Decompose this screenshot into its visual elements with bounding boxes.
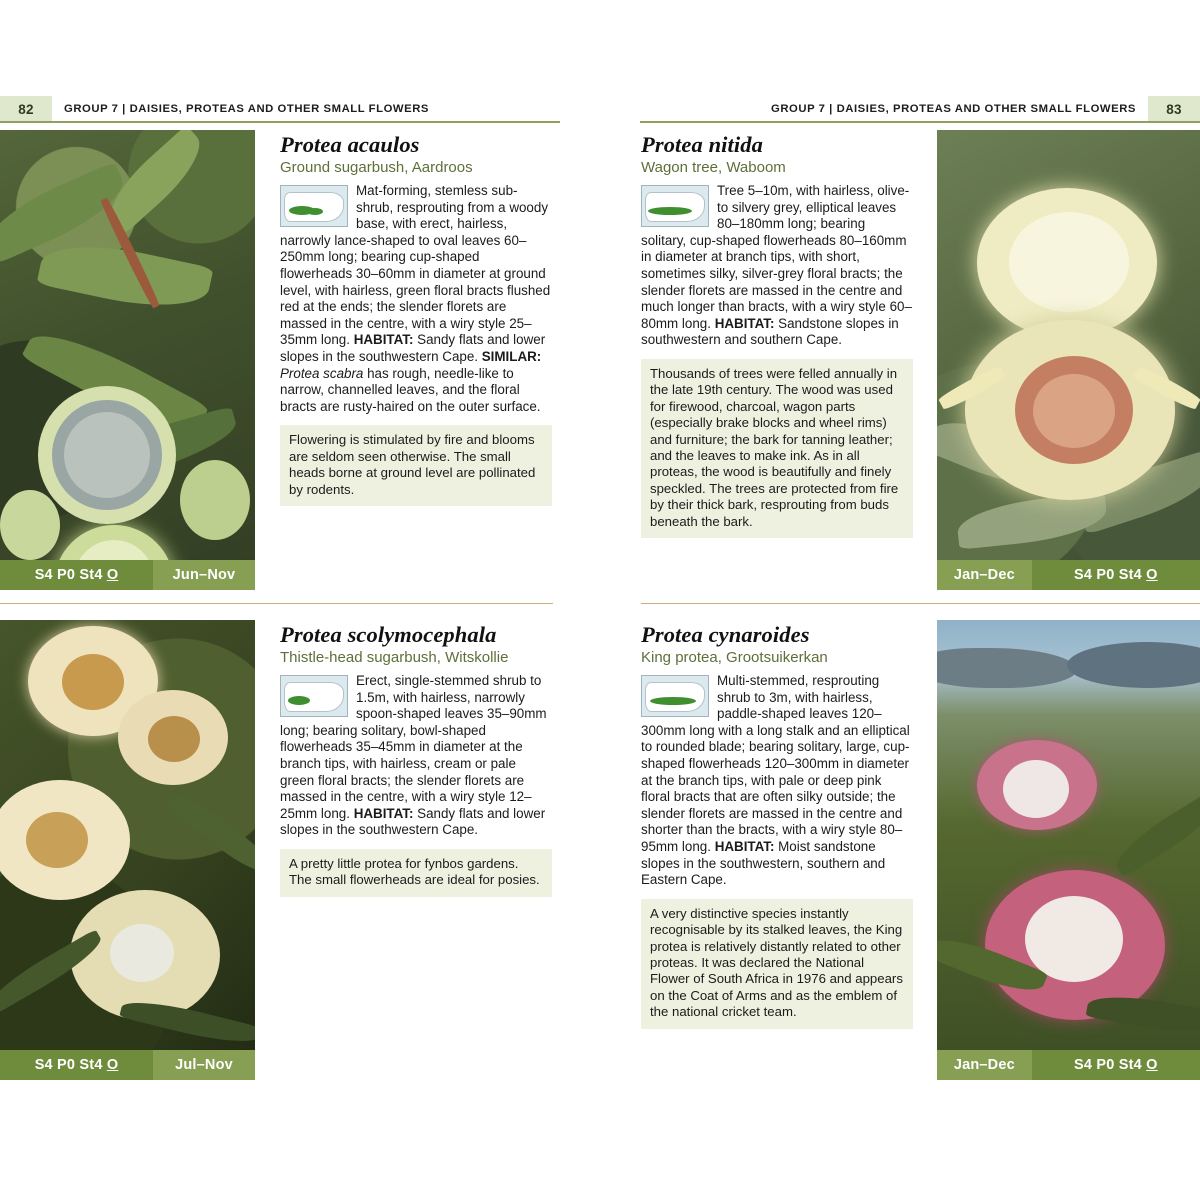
flowering-months-text: Jul–Nov — [175, 1057, 233, 1073]
entry-protea-cynaroides — [641, 622, 913, 1029]
description-text-protea-scolymocephala: Erect, single-stemmed shrub to 1.5m, with hairless, narrowly spoon-shaped leaves 35–90mm long; bearing solitary, bowl-shaped flowerheads 35–45mm in diameter at the branch tips, with hairless, cream or pale green floral bracts; the slender florets are massed in the centre, with a wiry style 12–25mm long. HABITAT: Sandy flats and lower slopes in the southwestern Cape. — [280, 673, 547, 838]
description-protea-nitida — [641, 183, 913, 349]
running-head-right-text: GROUP 7 | DAISIES, PROTEAS AND OTHER SMALL FLOWERS — [771, 103, 1136, 115]
description-protea-cynaroides — [641, 673, 913, 889]
note-box-protea-nitida: Thousands of trees were felled annually in the late 19th century. The wood was used for firewood, charcoal, wagon parts (especially brake blocks and wheel rims) and furniture; the bark for tanning leather; and the leaves to make ink. As in all proteas, the wood is beautifully and finely speckled. The trees are protected from fire by their thick bark, resprouting from buds beneath the bark. — [641, 359, 913, 538]
scientific-name-protea-nitida: Protea nitida — [641, 132, 763, 157]
folio-right: 83 — [1148, 96, 1200, 122]
flowering-months-protea-cynaroides — [937, 1050, 1032, 1080]
flowering-months-protea-nitida — [937, 560, 1032, 590]
footer-bar-protea-cynaroides — [937, 1050, 1200, 1080]
header-rule-right — [640, 121, 1200, 123]
running-head-left — [0, 96, 560, 122]
status-code-protea-scolymocephala — [0, 1050, 153, 1080]
row-divider-left — [0, 603, 553, 604]
description-protea-scolymocephala — [280, 673, 552, 839]
photo-protea-scolymocephala — [0, 620, 255, 1050]
status-code-text: S4 P0 St4 O — [1074, 567, 1158, 583]
note-box-protea-acaulos: Flowering is stimulated by fire and blooms are seldom seen otherwise. The small heads borne at ground level are pollinated by rodents. — [280, 425, 552, 506]
status-code-text: S4 P0 St4 O — [34, 567, 119, 583]
common-name-protea-acaulos: Ground sugarbush, Aardroos — [280, 159, 473, 176]
status-code-protea-cynaroides — [1032, 1050, 1200, 1080]
distribution-map-icon — [641, 675, 709, 717]
common-name-protea-cynaroides: King protea, Grootsuikerkan — [641, 649, 828, 666]
common-name-protea-scolymocephala: Thistle-head sugarbush, Witskollie — [280, 649, 509, 666]
row-divider-right — [641, 603, 1200, 604]
status-code-protea-nitida — [1032, 560, 1200, 590]
photo-protea-nitida — [937, 130, 1200, 560]
distribution-map-icon — [280, 185, 348, 227]
description-protea-acaulos — [280, 183, 552, 415]
scientific-name-protea-cynaroides: Protea cynaroides — [641, 622, 810, 647]
running-head-left-text: GROUP 7 | DAISIES, PROTEAS AND OTHER SMALL FLOWERS — [64, 103, 429, 115]
note-box-protea-scolymocephala: A pretty little protea for fynbos gardens. The small flowerheads are ideal for posies. — [280, 849, 552, 897]
footer-bar-protea-nitida — [937, 560, 1200, 590]
entry-protea-scolymocephala — [280, 622, 552, 897]
description-text-protea-acaulos: Mat-forming, stemless sub-shrub, resprouting from a woody base, with erect, hairless, narrowly lance-shaped to oval leaves 60–250mm long; bearing cup-shaped flowerheads 30–60mm in diameter at ground level, with hairless, green floral bracts flushed red at the ends; the slender florets are massed in the centre, with a wiry style 25–35mm long. HABITAT: Sandy flats and lower slopes in the southwestern Cape. SIMILAR: Protea scabra has rough, needle-like to narrow, channelled leaves, and the floral bracts are rusty-haired on the outer surface. — [280, 183, 551, 414]
flowering-months-protea-scolymocephala — [153, 1050, 255, 1080]
flowering-months-protea-acaulos — [153, 560, 255, 590]
distribution-map-icon — [280, 675, 348, 717]
footer-bar-protea-acaulos — [0, 560, 255, 590]
photo-protea-acaulos — [0, 130, 255, 560]
status-code-text: S4 P0 St4 O — [1074, 1057, 1158, 1073]
flowering-months-text: Jan–Dec — [953, 1057, 1015, 1073]
distribution-map-icon — [641, 185, 709, 227]
entry-protea-acaulos — [280, 132, 552, 506]
status-code-protea-acaulos — [0, 560, 153, 590]
common-name-protea-nitida: Wagon tree, Waboom — [641, 159, 786, 176]
description-text-protea-cynaroides: Multi-stemmed, resprouting shrub to 3m, with hairless, paddle-shaped leaves 120–300mm long with a long stalk and an elliptical to rounded blade; bearing solitary, large, cup-shaped flowerheads 120–300mm in diameter at the branch tips, with pale or deep pink floral bracts that are often silky outside; the slender florets are massed in the centre and shorter than the bracts, with a wiry style 80–95mm long. HABITAT: Moist sandstone slopes in the southwestern, southern and Eastern Cape. — [641, 673, 910, 888]
note-box-protea-cynaroides: A very distinctive species instantly recognisable by its stalked leaves, the King protea is relatively distantly related to other proteas. It was declared the National Flower of South Africa in 1976 and appears on the Coat of Arms and as the emblem of the national cricket team. — [641, 899, 913, 1029]
scientific-name-protea-acaulos: Protea acaulos — [280, 132, 420, 157]
description-text-protea-nitida: Tree 5–10m, with hairless, olive- to silvery grey, elliptical leaves 80–180mm long; bearing solitary, cup-shaped flowerheads 80–160mm in diameter at branch tips, with short, sometimes silky, silver-grey floral bracts; the slender florets are massed in the centre and much longer than bracts, with a wiry style 60–80mm long. HABITAT: Sandstone slopes in southwestern and southern Cape. — [641, 183, 912, 348]
status-code-text: S4 P0 St4 O — [34, 1057, 119, 1073]
footer-bar-protea-scolymocephala — [0, 1050, 255, 1080]
flowering-months-text: Jan–Dec — [953, 567, 1015, 583]
flowering-months-text: Jun–Nov — [172, 567, 236, 583]
scientific-name-protea-scolymocephala: Protea scolymocephala — [280, 622, 497, 647]
entry-protea-nitida — [641, 132, 913, 538]
photo-protea-cynaroides — [937, 620, 1200, 1050]
running-head-right — [640, 96, 1200, 122]
header-rule-left — [0, 121, 560, 123]
folio-left: 82 — [0, 96, 52, 122]
